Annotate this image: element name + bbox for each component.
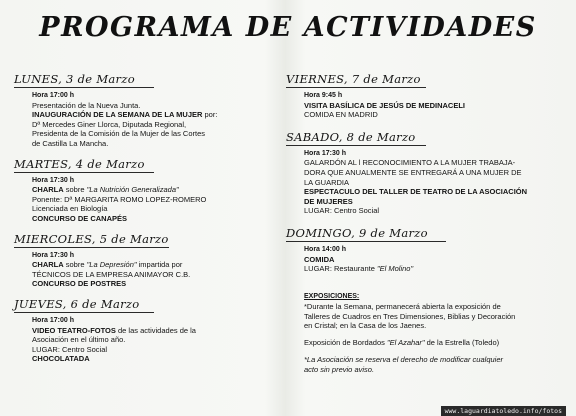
day-heading-martes: MARTES, 4 de Marzo (14, 157, 154, 173)
item-line: VISITA BASÍLICA DE JESÚS DE MEDINACELI (304, 100, 465, 110)
item-line: LA GUARDIA (304, 177, 350, 187)
item-text: sobre (63, 260, 87, 270)
item-line: CONCURSO DE POSTRES (32, 279, 127, 289)
item-line (304, 338, 570, 348)
item-line: Talleres de Cuadros en Tres Dimensiones, Biblias y Decoración (304, 311, 516, 321)
item-line: ESPECTACULO DEL TALLER DE TEATRO DE LA ASOCIACIÓN (304, 187, 528, 197)
day-items-martes (14, 176, 276, 224)
item-line: CONCURSO DE CANAPÉS (32, 213, 128, 223)
item-line: acto sin previo aviso. (304, 364, 375, 374)
item-line: de Castilla La Mancha. (32, 138, 109, 148)
item-bold: CHARLA (32, 185, 64, 195)
spacer (304, 331, 570, 338)
day-items-lunes (14, 91, 276, 149)
day-items-jueves (14, 316, 276, 364)
day-heading-lunes: LUNES, 3 de Marzo (14, 72, 154, 88)
day-items-viernes (286, 91, 568, 120)
item-line: GALARDÓN AL l RECONOCIMIENTO A LA MUJER TRABAJA- (304, 158, 516, 168)
hora: Hora 17:00 h (32, 92, 75, 99)
day-domingo (286, 224, 568, 274)
item-italic: "La Depresión" (86, 260, 137, 270)
item-text: Exposición de Bordados (304, 338, 387, 348)
day-martes (14, 155, 276, 224)
left-column (14, 70, 276, 366)
item-bold: CHARLA (32, 260, 64, 270)
day-items-sabado (286, 149, 568, 216)
day-heading-miercoles: MIERCOLES, 5 de Marzo (14, 231, 169, 246)
exposiciones-section (304, 292, 570, 375)
day-heading-sabado: SABADO, 8 de Marzo (286, 130, 426, 146)
item-line: Ponente: Dª MARGARITA ROMO LOPEZ-ROMERO (32, 194, 207, 204)
day-heading-domingo: DOMINGO, 9 de Marzo (286, 226, 446, 242)
item-line: Licenciada en Biología (32, 204, 108, 214)
item-line (32, 185, 276, 195)
item-line: CHOCOLATADA (32, 354, 90, 364)
item-line: Presidenta de la Comisión de la Mujer de las Cortes (32, 129, 206, 139)
page-title: PROGRAMA DE ACTIVIDADES (39, 12, 537, 43)
item-line: Asociación en el último año. (32, 335, 126, 345)
day-heading-jueves: JUEVES, 6 de Marzo (14, 297, 154, 313)
item-line (304, 264, 568, 274)
item-line: LUGAR: Centro Social (32, 344, 108, 354)
day-miercoles (14, 230, 276, 289)
hora: Hora 9:45 h (304, 92, 343, 99)
item-line (32, 110, 276, 120)
day-jueves (14, 295, 276, 364)
hora: Hora 17:00 h (32, 316, 75, 324)
item-italic: "El Molino" (376, 264, 414, 274)
day-heading-viernes: VIERNES, 7 de Marzo (286, 72, 426, 88)
item-line: TÉCNICOS DE LA EMPRESA ANIMAYOR C.B. (32, 269, 191, 279)
hora: Hora 17:30 h (32, 176, 75, 184)
item-line: *Durante la Semana, permanecerá abierta la exposición de (304, 301, 501, 311)
item-line: Dª Mercedes Giner Llorca, Diputada Regional, (32, 119, 187, 129)
item-text: impartida por (136, 260, 183, 270)
item-line (32, 260, 276, 270)
item-text: de las actividades de la (115, 325, 196, 335)
exposiciones-heading: EXPOSICIONES: (304, 293, 360, 300)
spacer (304, 348, 570, 355)
item-text: LUGAR: Restaurante (304, 264, 377, 274)
item-line: LUGAR: Centro Social (304, 206, 380, 216)
hora: Hora 17:30 h (32, 251, 75, 259)
item-text: sobre (63, 185, 87, 195)
day-viernes (286, 70, 568, 120)
item-text: por: (202, 110, 218, 120)
item-line: DE MUJERES (304, 196, 353, 206)
watermark-url: www.laguardiatoledo.info/fotos (441, 406, 566, 416)
right-column (286, 70, 568, 276)
item-bold: VIDEO TEATRO-FOTOS (32, 325, 116, 335)
hora: Hora 17:30 h (304, 149, 347, 157)
day-lunes (14, 70, 276, 149)
item-line: *La Asociación se reserva el derecho de modificar cualquier (304, 354, 503, 364)
hora: Hora 14:00 h (304, 245, 347, 253)
item-line: DORA QUE ANUALMENTE SE ENTREGARÁ A UNA MUJER DE (304, 167, 522, 177)
day-items-miercoles (14, 251, 276, 289)
item-line: COMIDA EN MADRID (304, 110, 378, 120)
item-line (32, 326, 276, 336)
item-bold: INAUGURACIÓN DE LA SEMANA DE LA MUJER (32, 110, 203, 120)
day-items-domingo (286, 245, 568, 274)
item-line: en Cristal; en la Casa de los Jaenes. (304, 321, 427, 331)
item-text: de la Estrella (Toledo) (424, 338, 500, 348)
item-line: COMIDA (304, 254, 335, 264)
item-line: Presentación de la Nueva Junta. (32, 100, 141, 110)
day-sabado (286, 128, 568, 216)
item-italic: "El Azahar" (386, 338, 425, 348)
item-italic: "La Nutrición Generalizada" (86, 185, 179, 195)
